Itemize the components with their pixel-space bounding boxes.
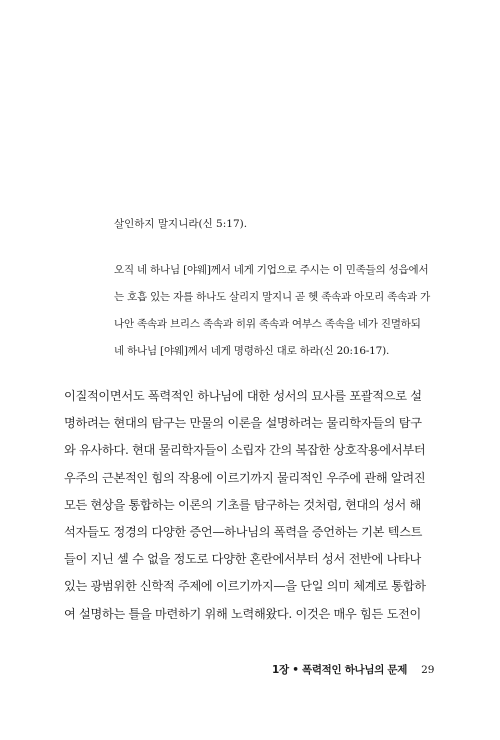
paragraph-line: 여 설명하는 틀을 마련하기 위해 노력해왔다. 이것은 매우 힘든 도전이: [64, 606, 421, 621]
paragraph-line: 있는 광범위한 신학적 주제에 이르기까지—을 단일 의미 체계로 통합하: [64, 579, 426, 594]
paragraph-line: 명하려는 현대의 탐구는 만물의 이론을 설명하려는 물리학자들의 탐구: [64, 416, 422, 431]
paragraph-line: 이질적이면서도 폭력적인 하나님에 대한 성서의 묘사를 포괄적으로 설: [64, 389, 422, 403]
paragraph-line: 석자들도 정경의 다양한 증언—하나님의 폭력을 증언하는 기본 텍스트: [64, 524, 423, 539]
quote-line: 는 호흡 있는 자를 하나도 살리지 말지니 곧 헷 족속과 아모리 족속과 가: [114, 291, 431, 303]
block-quote: [114, 257, 444, 365]
paragraph-line: 와 유사하다. 현대 물리학자들이 소립자 간의 복잡한 상호작용에서부터: [64, 443, 426, 458]
paragraph-line: 우주의 근본적인 힘의 작용에 이르기까지 물리적인 우주에 관해 알려진: [64, 470, 426, 485]
paragraph-line: 들이 지닌 셀 수 없을 정도로 다양한 혼란에서부터 성서 전반에 나타나: [64, 552, 421, 567]
quote-line: 오직 네 하나님 [야웨]께서 네게 기업으로 주시는 이 민족들의 성읍에서: [114, 264, 429, 276]
running-header-chapter: 1장 • 폭력적인 하나님의 문제: [272, 664, 408, 676]
page-number: 29: [421, 664, 435, 676]
quote-line: 네 하나님 [야웨]께서 네게 명령하신 대로 하라(신 20:16-17).: [114, 345, 390, 357]
quote-first-line: 살인하지 말지니라(신 5:17).: [114, 218, 248, 230]
paragraph-line: 모든 현상을 통합하는 이론의 기초를 탐구하는 것처럼, 현대의 성서 해: [64, 497, 421, 512]
quote-line: 나안 족속과 브리스 족속과 히위 족속과 여부스 족속을 네가 진멸하되: [114, 318, 421, 330]
body-paragraph: [64, 383, 456, 628]
page-footer: [272, 662, 472, 677]
